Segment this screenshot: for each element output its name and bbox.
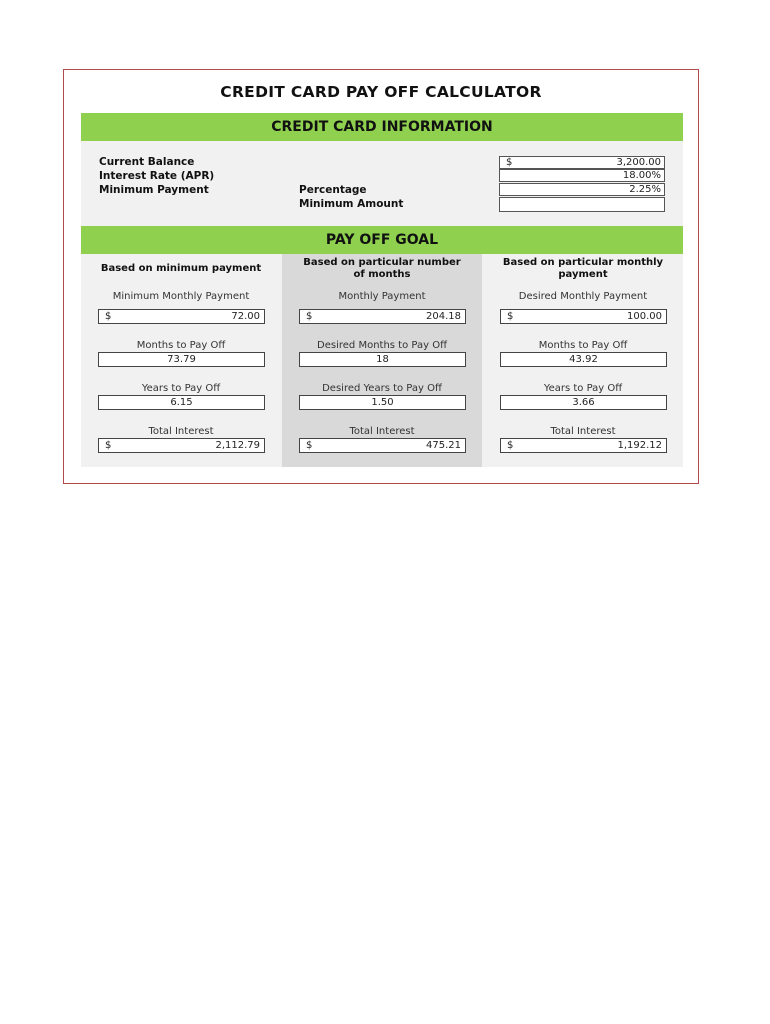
page-title: CREDIT CARD PAY OFF CALCULATOR: [220, 83, 542, 101]
minimum-payment-column: [81, 254, 281, 467]
current-balance-value: 3,200.00: [616, 157, 661, 168]
total-interest-label: Total Interest: [550, 426, 616, 437]
total-interest-value: 2,112.79: [215, 440, 260, 451]
total-interest-field[interactable]: [500, 438, 667, 453]
monthly-payment-label: Monthly Payment: [338, 291, 426, 302]
minimum-amount-label: Minimum Amount: [299, 198, 404, 210]
column-heading-line2: of months: [353, 269, 411, 280]
info-section-header: CREDIT CARD INFORMATION: [81, 113, 683, 141]
goal-section-header: PAY OFF GOAL: [81, 226, 683, 254]
desired-years-field[interactable]: [299, 395, 466, 410]
total-interest-label: Total Interest: [349, 426, 415, 437]
current-balance-label: Current Balance: [99, 156, 195, 168]
total-interest-label: Total Interest: [148, 426, 214, 437]
years-to-pay-off-value: 3.66: [572, 397, 595, 408]
column-heading-line2: payment: [558, 269, 608, 280]
desired-monthly-payment-value: 100.00: [627, 311, 662, 322]
currency-symbol: $: [507, 440, 514, 451]
months-to-pay-off-label: Months to Pay Off: [538, 340, 628, 351]
currency-symbol: $: [105, 311, 112, 322]
calculator-panel: [81, 113, 683, 467]
desired-months-field[interactable]: [299, 352, 466, 367]
total-interest-field[interactable]: [98, 438, 265, 453]
months-to-pay-off-field[interactable]: [98, 352, 265, 367]
desired-months-label: Desired Months to Pay Off: [317, 340, 447, 351]
minimum-monthly-payment-label: Minimum Monthly Payment: [112, 291, 250, 302]
years-to-pay-off-field[interactable]: [98, 395, 265, 410]
currency-symbol: $: [507, 311, 514, 322]
percentage-value: 2.25%: [629, 184, 661, 195]
total-interest-value: 1,192.12: [617, 440, 662, 451]
desired-years-label: Desired Years to Pay Off: [322, 383, 442, 394]
currency-symbol: $: [105, 440, 112, 451]
currency-symbol: $: [506, 157, 513, 168]
years-to-pay-off-field[interactable]: [500, 395, 667, 410]
column-heading-line1: Based on particular monthly: [502, 257, 664, 268]
months-to-pay-off-label: Months to Pay Off: [136, 340, 226, 351]
years-to-pay-off-label: Years to Pay Off: [543, 383, 623, 394]
total-interest-value: 475.21: [426, 440, 461, 451]
months-to-pay-off-value: 43.92: [569, 354, 598, 365]
months-to-pay-off-field[interactable]: [500, 352, 667, 367]
column-heading-line1: Based on particular number: [303, 257, 461, 268]
interest-rate-value: 18.00%: [622, 170, 661, 181]
number-of-months-column: [282, 254, 482, 467]
monthly-payment-field[interactable]: [299, 309, 466, 324]
percentage-label: Percentage: [299, 184, 367, 196]
interest-rate-label: Interest Rate (APR): [99, 170, 215, 182]
currency-symbol: $: [306, 440, 313, 451]
minimum-amount-field[interactable]: [499, 197, 665, 212]
desired-monthly-payment-field[interactable]: [500, 309, 667, 324]
desired-monthly-payment-label: Desired Monthly Payment: [518, 291, 648, 302]
minimum-monthly-payment-field[interactable]: [98, 309, 265, 324]
percentage-field[interactable]: [499, 183, 665, 196]
monthly-payment-value: 204.18: [426, 311, 461, 322]
interest-rate-field[interactable]: [499, 169, 665, 182]
years-to-pay-off-value: 6.15: [170, 397, 193, 408]
minimum-payment-label: Minimum Payment: [99, 184, 209, 196]
current-balance-field[interactable]: [499, 156, 665, 169]
calculator-frame: [63, 69, 699, 484]
minimum-monthly-payment-value: 72.00: [231, 311, 260, 322]
desired-years-value: 1.50: [371, 397, 394, 408]
years-to-pay-off-label: Years to Pay Off: [141, 383, 221, 394]
months-to-pay-off-value: 73.79: [167, 354, 196, 365]
column-heading: Based on minimum payment: [100, 263, 262, 274]
currency-symbol: $: [306, 311, 313, 322]
total-interest-field[interactable]: [299, 438, 466, 453]
desired-months-value: 18: [376, 354, 389, 365]
monthly-payment-column: [483, 254, 683, 467]
